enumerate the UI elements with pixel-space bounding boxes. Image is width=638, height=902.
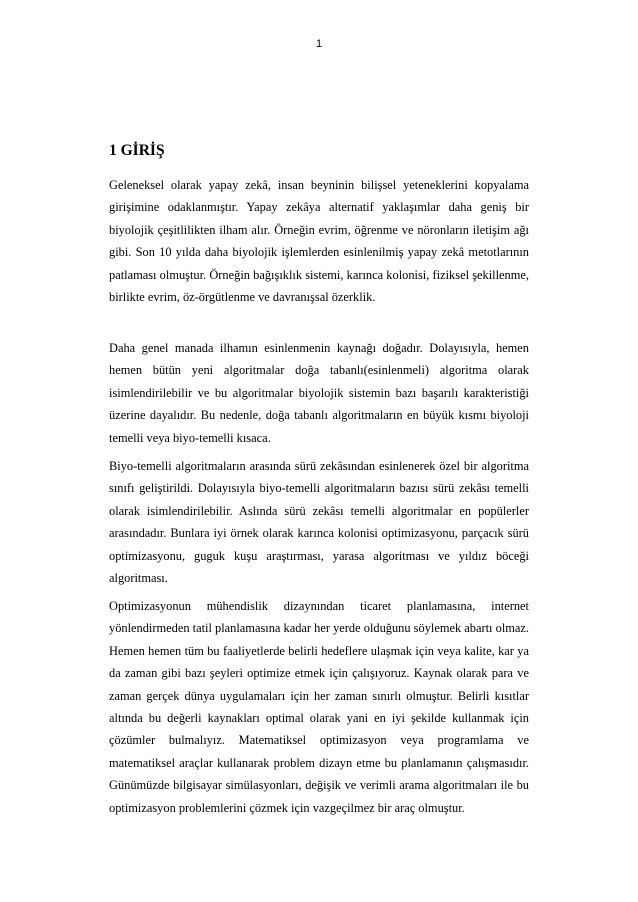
section-heading: 1 GİRİŞ [109,142,165,159]
paragraph-swarm-intelligence: Biyo-temelli algoritmaların arasında sürü zekâsından esinlenerek özel bir algoritma sınıfı geliştirildi. Dolayısıyla biyo-temelli algoritmaların bazısı sürü zekâsı temelli olarak isimlendirilebilir. Aslında sürü zekâsı temelli algoritmalar en popülerler arasındadır. Bunlara iyi örnek olarak karınca kolonisi optimizasyonu, parçacık sürü optimizasyonu, guguk kuşu araştırması, yarasa algoritması ve yıldız böceği algoritması. [109,459,529,586]
page-number: 1 [315,38,323,50]
paragraph-optimization: Optimizasyonun mühendislik dizaynından ticaret planlamasına, internet yönlendirmeden tatil planlamasına kadar her yerde olduğunu söylemek abartı olmaz. Hemen hemen tüm bu faaliyetlerde belirli hedeflere ulaşmak için veya kalite, kar ya da zaman gibi bazı şeyleri optimize etmek için çalışıyoruz. Kaynak olarak para ve zaman gerçek dünya uygulamaları için her zaman sınırlı olmuştur. Belirli kısıtlar altında bu değerli kaynakları optimal olarak yani en iyi şekilde kullanmak için çözümler bulmalıyız. Matematiksel optimizasyon veya programlama ve matematiksel araçlar kullanarak problem dizayn etme bu planlamanın çalışmasıdır. Günümüzde bilgisayar simülasyonları, değişik ve verimli arama algoritmaları ile bu optimizasyon problemlerini çözmek için vazgeçilmez bir araç olmuştur. [109,599,529,815]
paragraph-intro: Geleneksel olarak yapay zekâ, insan beyninin bilişsel yeteneklerini kopyalama girişimine odaklanmıştır. Yapay zekâya alternatif yaklaşımlar daha geniş bir biyolojik çeşitlilikten ilham alır. Örneğin evrim, öğrenme ve nöronların iletişim ağı gibi. Son 10 yılda daha biyolojik işlemlerden esinlenilmiş yapay zekâ metotlarının patlaması olmuştur. Örneğin bağışıklık sistemi, karınca kolonisi, fiziksel şekillenme, birlikte evrim, öz-örgütlenme ve davranışsal özerklik. [109,178,529,305]
paragraph-nature-inspired: Daha genel manada ilhamın esinlenmenin kaynağı doğadır. Dolayısıyla, hemen hemen bütün yeni algoritmalar doğa tabanlı(esinlenmeli) algoritma olarak isimlendirilebilir ve bu algoritmalar biyolojik sistemin bazı başarılı karakteristiği üzerine dayalıdır. Bu nedenle, doğa tabanlı algoritmaların en büyük kısmı biyoloji temelli veya biyo-temelli kısaca. [109,341,529,445]
